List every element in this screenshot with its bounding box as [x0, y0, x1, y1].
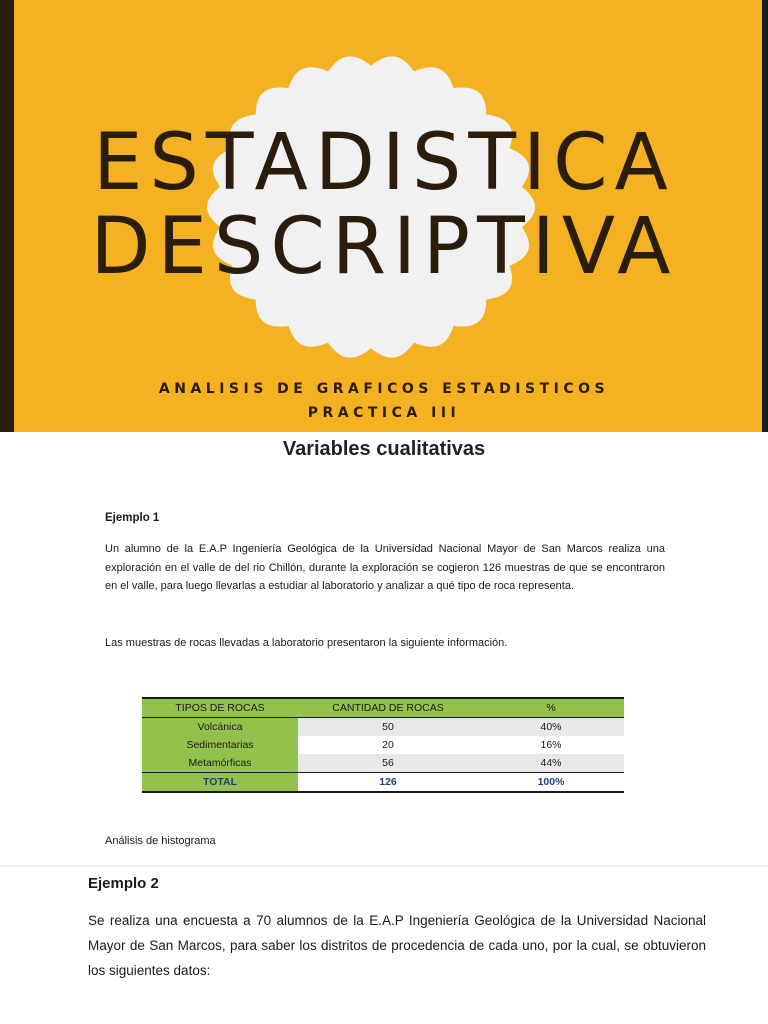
table-total-cell: 126 — [298, 773, 478, 793]
table-cell: 40% — [478, 718, 624, 737]
slide-subtitle-line2: PRACTICA III — [307, 405, 461, 421]
slide-right-edge — [762, 0, 768, 432]
example1-paragraph: Un alumno de la E.A.P Ingeniería Geológica de la Universidad Nacional Mayor de San Marcos realiza una exploración en el valle de del rio Chillón, durante la exploración se cogieron 126 muestras de que se encontraron en el valle, para luego llevarlas a estudiar al laboratorio y analizar a qué tipo de roca representa. — [105, 543, 665, 592]
table-cell: 20 — [298, 736, 478, 754]
table-row-label: Sedimentarias — [142, 736, 298, 754]
table-total-label: TOTAL — [142, 773, 298, 793]
slide-title-line2: DESCRIPTIVA — [90, 202, 678, 292]
example2-title: Ejemplo 2 — [88, 875, 159, 892]
example1-intro-table: Las muestras de rocas llevadas a laboratorio presentaron la siguiente información. — [105, 637, 508, 649]
table-cell: 16% — [478, 736, 624, 754]
example2-paragraph: Se realiza una encuesta a 70 alumnos de la E.A.P Ingeniería Geológica de la Universidad Nacional Mayor de San Marcos, para saber los distritos de procedencia de cada uno, por la cual, se obtuvieron los siguientes datos: — [88, 913, 706, 978]
histogram-label: Análisis de histograma — [105, 835, 216, 847]
table-row-label: Metamórficas — [142, 754, 298, 773]
table-row — [142, 754, 624, 773]
rock-types-table — [142, 697, 624, 793]
page-separator — [0, 865, 768, 867]
table-row-label: Volcánica — [142, 718, 298, 737]
table-header-cell: TIPOS DE ROCAS — [142, 698, 298, 718]
table-header-cell: % — [478, 698, 624, 718]
table-total-row — [142, 773, 624, 793]
example1-title: Ejemplo 1 — [105, 512, 160, 524]
table-header-cell: CANTIDAD DE ROCAS — [298, 698, 478, 718]
slide-subtitle-line1: ANALISIS DE GRAFICOS ESTADISTICOS — [158, 381, 610, 397]
table-cell: 50 — [298, 718, 478, 737]
table-total-cell: 100% — [478, 773, 624, 793]
table-cell: 56 — [298, 754, 478, 773]
title-slide — [0, 0, 768, 432]
table-cell: 44% — [478, 754, 624, 773]
section-heading: Variables cualitativas — [282, 438, 486, 460]
document-page — [0, 432, 768, 1024]
table-header-row — [142, 698, 624, 718]
table-row — [142, 736, 624, 754]
slide-title-line1: ESTADISTICA — [93, 118, 675, 208]
table-row — [142, 718, 624, 737]
